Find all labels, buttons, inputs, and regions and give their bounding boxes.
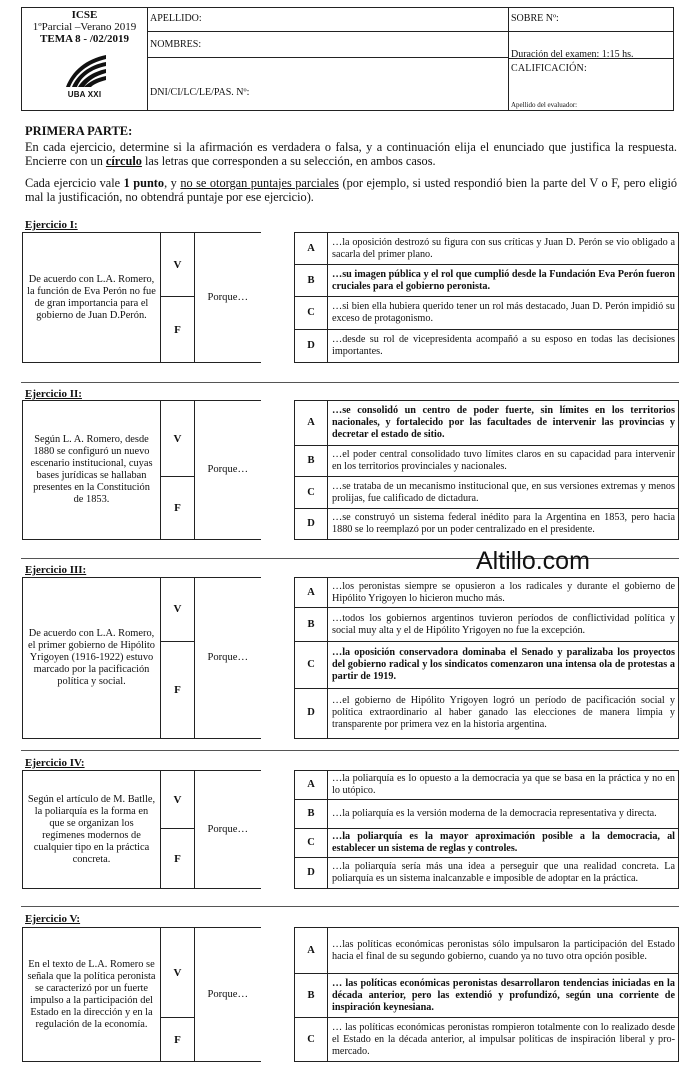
true-option[interactable]: V <box>161 928 195 1018</box>
exercise-title: Ejercicio I: <box>25 219 78 231</box>
exercise-statement: En el texto de L.A. Romero se señala que la política peronista se caracterizó por un fuerte impulso a la participación del Estado en la dirección y en la regulación de la economía. <box>23 928 161 1062</box>
grade-label: CALIFICACIÓN: <box>511 63 587 74</box>
evaluator-label: Apellido del evaluador: <box>511 101 578 109</box>
porque-label: Porque… <box>195 578 261 739</box>
divider <box>261 578 295 739</box>
instructions <box>25 124 677 205</box>
option-text: …la poliarquía es lo opuesto a la democracia ya que se basa en la práctica y no en lo utópico. <box>328 771 679 800</box>
emphasis-text: 1 punto <box>123 175 165 190</box>
watermark: Altillo.com <box>476 547 590 575</box>
option-text: …la poliarquía es la versión moderna de la democracia representativa y directa. <box>328 800 679 829</box>
option-letter-c[interactable]: C <box>295 1018 328 1062</box>
school-name: ICSE <box>71 9 98 21</box>
option-text: …la poliarquía es la mayor aproximación posible a la democracia, al establecer un sistema de reglas y controles. <box>328 829 679 858</box>
true-option[interactable]: V <box>161 771 195 829</box>
false-option[interactable]: F <box>161 477 195 540</box>
porque-label: Porque… <box>195 233 261 363</box>
sobre-field[interactable]: SOBRE Nº: <box>509 8 673 32</box>
divider <box>261 771 295 889</box>
text-run: las letras que corresponden a su selección, en ambos casos. <box>141 154 436 168</box>
section-title: PRIMERA PARTE: <box>25 124 133 138</box>
instructions-paragraph-2 <box>25 176 677 205</box>
logo-text: UBA XXI <box>67 90 102 99</box>
option-text: …los peronistas siempre se opusieron a los radicales y durante el gobierno de Hipólito Yrigoyen lo hicieron mucho más. <box>328 578 679 608</box>
true-option[interactable]: V <box>161 233 195 297</box>
false-option[interactable]: F <box>161 641 195 738</box>
uba-logo-icon <box>62 51 108 91</box>
option-letter-b[interactable]: B <box>295 974 328 1018</box>
option-text: … las políticas económicas peronistas rompieron totalmente con lo realizado desde el Estado en la década anterior, al impulsar políticas de inspiración liberal y pro-mercado. <box>328 1018 679 1062</box>
text-run: , y <box>164 175 181 190</box>
option-text: …el gobierno de Hipólito Yrigoyen logró un período de pacificación social y política extraordinario al haber ganado las elecciones de manera limpia y transparente por primera vez en la historia argentina. <box>328 688 679 738</box>
section-divider <box>21 382 679 383</box>
false-option[interactable]: F <box>161 1018 195 1062</box>
option-letter-b[interactable]: B <box>295 446 328 477</box>
option-text: …las políticas económicas peronistas sólo impulsaron la participación del Estado hacia el final de su segundo gobierno, cuando ya no tuvo otra opción posible. <box>328 928 679 974</box>
divider <box>261 928 295 1062</box>
true-option[interactable]: V <box>161 578 195 642</box>
option-text: …su imagen pública y el rol que cumplió desde la Fundación Eva Perón fueron cruciales para el gobierno peronista. <box>328 265 679 297</box>
grade-box <box>509 58 673 110</box>
exercise-statement: Según L. A. Romero, desde 1880 se configuró un nuevo escenario institucional, cuyas bases jurídicas se hallaban presentes en la Constitución de 1853. <box>23 401 161 540</box>
false-option[interactable]: F <box>161 297 195 363</box>
true-option[interactable]: V <box>161 401 195 477</box>
option-letter-b[interactable]: B <box>295 608 328 641</box>
option-text: … las políticas económicas peronistas desarrollaron tendencias iniciadas en la década anterior, pero las extendió y profundizó, según una corriente de inspiración keynesiana. <box>328 974 679 1018</box>
section-divider <box>21 906 679 907</box>
exam-name: 1ºParcial –Verano 2019 <box>32 21 137 33</box>
exercise-2-table <box>22 400 679 539</box>
false-option[interactable]: F <box>161 829 195 889</box>
exercise-title: Ejercicio II: <box>25 388 82 400</box>
option-letter-d[interactable]: D <box>295 688 328 738</box>
apellido-field[interactable]: APELLIDO: <box>148 8 509 32</box>
option-text: …la poliarquía sería más una idea a perseguir que una realidad concreta. La poliarquía es un sistema inalcanzable e imposible de adoptar en la práctica. <box>328 858 679 889</box>
option-text: …la oposición destrozó su figura con sus críticas y Juan D. Perón se vio obligado a sacarla del primer plano. <box>328 233 679 265</box>
exercise-title: Ejercicio III: <box>25 564 87 576</box>
porque-label: Porque… <box>195 928 261 1062</box>
option-letter-b[interactable]: B <box>295 800 328 829</box>
option-letter-a[interactable]: A <box>295 233 328 265</box>
option-letter-c[interactable]: C <box>295 829 328 858</box>
exercise-title: Ejercicio IV: <box>25 757 85 769</box>
option-text: …si bien ella hubiera querido tener un rol más destacado, Juan D. Perón impidió su exceso de protagonismo. <box>328 297 679 330</box>
option-letter-d[interactable]: D <box>295 330 328 363</box>
option-text: …se consolidó un centro de poder fuerte, sin límites en los territorios nacionales, y fortalecido por las facultades de intervenir las provincias y decretar el estado de sitio. <box>328 401 679 446</box>
divider <box>261 233 295 363</box>
nombres-field[interactable]: NOMBRES: <box>148 32 509 58</box>
option-letter-a[interactable]: A <box>295 771 328 800</box>
option-letter-b[interactable]: B <box>295 265 328 297</box>
option-text: …se construyó un sistema federal inédito para la Argentina en 1853, pero hacia 1880 se lo reemplazó por un poder centralizado en el presidente. <box>328 509 679 540</box>
institution-block <box>22 8 148 110</box>
option-letter-c[interactable]: C <box>295 477 328 509</box>
porque-label: Porque… <box>195 401 261 540</box>
option-letter-a[interactable]: A <box>295 401 328 446</box>
exercise-4-table <box>22 770 679 888</box>
option-letter-a[interactable]: A <box>295 578 328 608</box>
exam-header <box>21 7 674 111</box>
exercise-title: Ejercicio V: <box>25 913 81 925</box>
exercise-1-table <box>22 232 679 362</box>
duration-label: Duración del examen: 1:15 hs. <box>511 49 634 60</box>
option-text: …todos los gobiernos argentinos tuvieron períodos de conflictividad política y social muy alta y el de Hipólito Yrigoyen no fue la excepción. <box>328 608 679 641</box>
text-run: Cada ejercicio vale <box>25 175 124 190</box>
emphasis-text: no se otorgan puntajes parciales <box>180 175 339 190</box>
section-divider <box>21 750 679 751</box>
exercise-statement: Según el artículo de M. Batlle, la poliarquía es la forma en que se organizan los regímenes modernos de cualquier tipo en la práctica concreta. <box>23 771 161 889</box>
text-run: (por ejemplo, si usted respondió bien la parte del V o F, pero eligió mal la justificación, no obtendrá puntaje por ese ejercicio). <box>25 175 678 204</box>
option-letter-c[interactable]: C <box>295 641 328 688</box>
option-letter-d[interactable]: D <box>295 858 328 889</box>
exercise-3-table <box>22 577 679 739</box>
option-text: …se trataba de un mecanismo institucional que, en sus versiones extremas y menos prolijas, fue calificado de dictadura. <box>328 477 679 509</box>
exercise-statement: De acuerdo con L.A. Romero, la función de Eva Perón no fue de gran importancia para el gobierno de Juan D.Perón. <box>23 233 161 363</box>
exercise-statement: De acuerdo con L.A. Romero, el primer gobierno de Hipólito Yrigoyen (1916-1922) estuvo marcado por la pacificación política y social. <box>23 578 161 739</box>
dni-field[interactable]: DNI/CI/LC/LE/PAS. Nº: <box>148 58 509 110</box>
instructions-paragraph-1 <box>25 140 677 169</box>
emphasis-text: círculo <box>105 154 142 168</box>
porque-label: Porque… <box>195 771 261 889</box>
divider <box>261 401 295 540</box>
option-letter-c[interactable]: C <box>295 297 328 330</box>
option-text: …el poder central consolidado tuvo límites claros en su capacidad para intervenir en los territorios provinciales y nacionales. <box>328 446 679 477</box>
tema-label: TEMA 8 - /02/2019 <box>40 33 129 45</box>
option-text: …desde su rol de vicepresidenta acompañó a su esposo en todas las decisiones importantes. <box>328 330 679 363</box>
option-letter-d[interactable]: D <box>295 509 328 540</box>
text-run: En cada ejercicio, determine si la afirmación es verdadera o falsa, y a continuación elija el enunciado que justifica la respuesta. Encierre con un <box>25 139 677 168</box>
exercise-5-table <box>22 927 679 1061</box>
option-letter-a[interactable]: A <box>295 928 328 974</box>
option-text: …la oposición conservadora dominaba el Senado y paralizaba los proyectos del gobierno radical y los sindicatos comenzaron una intensa ola de protestas a partir de 1919. <box>328 641 679 688</box>
